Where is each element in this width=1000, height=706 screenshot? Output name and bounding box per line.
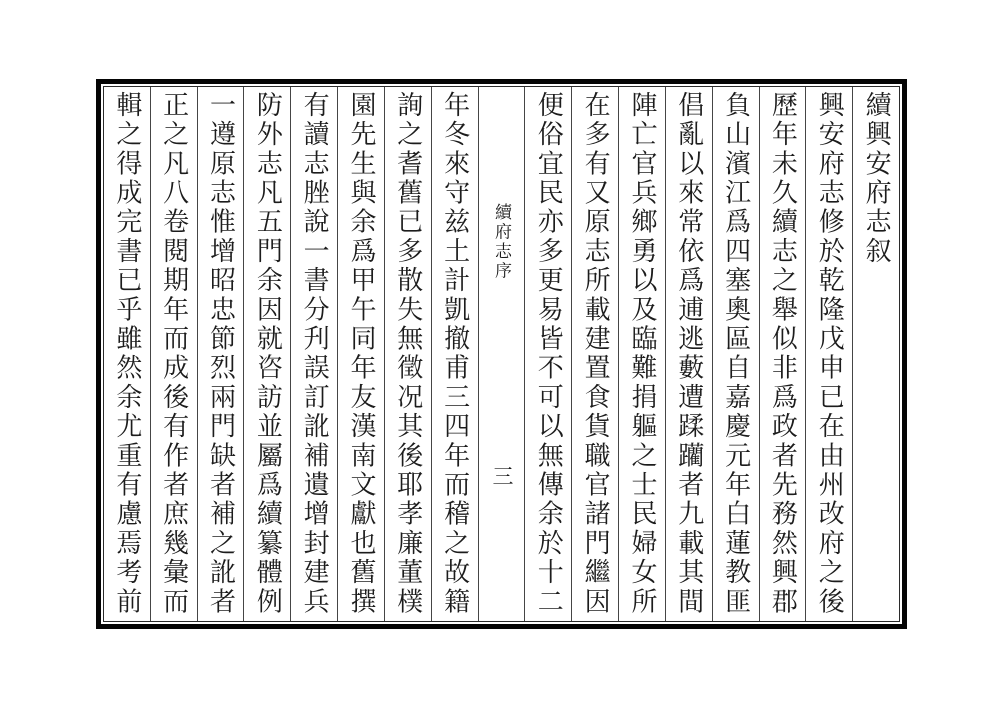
volume-title-text: 續興安府志叙 [862, 91, 892, 267]
text-column-17 [104, 87, 150, 621]
column-text: 園先生與余爲甲午同年友漢南文獻也舊撰 [346, 91, 376, 617]
column-text: 詢之耆舊已多散失無徵况其後耶孝廉董樸 [393, 91, 423, 617]
text-column-4 [712, 87, 759, 621]
text-column-14 [243, 87, 290, 621]
column-text: 便俗宜民亦多更易皆不可以無傳余於十二 [534, 91, 564, 617]
text-column-11 [384, 87, 431, 621]
banxin-chapter-title: 續府志序 [491, 203, 511, 281]
column-text: 一遵原志惟增昭忠節烈兩門缺者補之訛者 [206, 91, 236, 617]
text-column-10 [431, 87, 478, 621]
text-columns [104, 87, 899, 621]
text-column-8 [524, 87, 571, 621]
text-column-15 [197, 87, 244, 621]
page-outer-border [96, 79, 907, 629]
text-column-7 [571, 87, 618, 621]
text-column-2 [805, 87, 852, 621]
column-text: 在多有又原志所載建置食貨職官諸門繼因 [581, 91, 611, 617]
text-column-5 [665, 87, 712, 621]
column-text: 防外志凡五門余因就咨訪並屬爲續纂體例 [253, 91, 283, 617]
title-column [852, 87, 899, 621]
column-text: 興安府志修於乾隆戊申已在由州改府之後 [815, 91, 845, 617]
text-column-12 [337, 87, 384, 621]
text-column-6 [618, 87, 665, 621]
column-text: 歷年未久續志之舉似非爲政者先務然興郡 [768, 91, 798, 617]
text-column-13 [290, 87, 337, 621]
column-text: 正之凡八卷閱期年而成後有作者庶幾彙而 [159, 91, 189, 617]
center-banxin-column [478, 87, 525, 621]
column-text: 負山濱江爲四塞奧區自嘉慶元年白蓮教匪 [721, 91, 751, 617]
column-text: 輯之得成完書已乎雖然余尤重有慮焉考前 [112, 91, 142, 617]
page-number: 三 [489, 465, 514, 486]
page-inner-border [103, 86, 900, 622]
column-text: 陣亡官兵鄉勇以及臨難捐軀之士民婦女所 [627, 91, 657, 617]
column-text: 倡亂以來常依爲逋逃藪遭蹂躪者九載其間 [674, 91, 704, 617]
text-column-16 [150, 87, 197, 621]
text-column-3 [759, 87, 806, 621]
column-text: 年冬來守兹土計凱撤甫三四年而稽之故籍 [440, 91, 470, 617]
column-text: 有讀志脞說一書分刋誤訂訛補遺增封建兵 [300, 91, 330, 617]
